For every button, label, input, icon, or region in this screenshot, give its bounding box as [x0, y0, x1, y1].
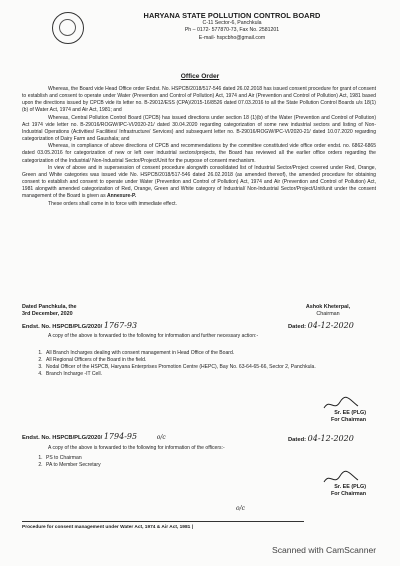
- dated-place: Dated Panchkula, the: [22, 304, 77, 310]
- endst-2-signature: [290, 484, 366, 498]
- dated-block: [22, 304, 77, 318]
- letterhead-address: C-11 Sector-6, Panchkula: [202, 19, 262, 26]
- annexure-ref: Annexure-P.: [107, 193, 137, 200]
- endst-2-number: 1794-95: [103, 432, 138, 441]
- list-item: 4. Branch Incharge -IT Cell.: [44, 371, 372, 378]
- list-item: 3. Nodal Officer of the HSPCB, Haryana Enterprises Promotion Centre (HEPC), Bay No. 63-64-65-66, Sector 2, Panchkula.: [44, 364, 372, 371]
- endst-2-recipients: [34, 455, 372, 469]
- board-seal-logo: [52, 12, 84, 44]
- endst-2-sig-line1: Sr. EE (PLG): [334, 484, 366, 490]
- paragraph-2: Whereas, Central Pollution Control Board (CPCB) has issued directions under section 18 (1)(b) of the Water (Prevention and Control of Pollution) Act 1974 vide letter no. B-29016/ROGW/IPC-VI/2020-21/ dated 30.04.2020 regarding categorization of some new industrial sectors and listing of Non-Industrial Operations (Activities/ Facilities/ Infrastructure/ Services) and subsequent letter no. B-29016/ROGW/IPC-VI/2020-21/ dated 10.07.2020 regarding categorization of Dairy Farm and Gaushala; and: [22, 114, 376, 143]
- paragraph-4: [22, 165, 376, 201]
- list-item: 2. All Regional Officers of the Board in the field.: [44, 357, 372, 364]
- list-item: 1. All Branch Incharges dealing with consent management in Head Office of the Board.: [44, 350, 372, 357]
- letterhead-phone: Ph – 0172- 577870-73, Fax No. 2581201: [184, 27, 280, 34]
- endst-1-dated-label: Dated:: [288, 324, 307, 330]
- endst-2-sig-line2: For Chairman: [330, 491, 366, 497]
- endst-1-intro-text: A copy of the above is forwarded to the following for information and further necessary action:-: [48, 333, 259, 339]
- scanner-watermark: Scanned with CamScanner: [272, 545, 377, 555]
- chairman-signature-block: [292, 304, 364, 318]
- paragraph-5: These orders shall come in to force with immediate effect.: [48, 200, 177, 207]
- endst-2-intro: [22, 445, 376, 452]
- endst-2-line: [22, 432, 166, 441]
- endst-2-label: Endst. No. HSPCB/PLG/2020/: [22, 435, 103, 441]
- letterhead: [102, 12, 362, 42]
- dated-date: 3rd December, 2020: [22, 311, 73, 318]
- letterhead-email: E-mail- hspcbho@gmail.com: [198, 34, 266, 41]
- paragraph-1: Whereas, the Board vide Head Office order Endst. No. HSPCB/2018/517-546 dated 26.02.2018 has issued consent procedure for grant of consent to establish and consent to operate under Water (Prevention and Control of Pollution) Act, 1974 and Air (Prevention and Control of Pollution) Act, 1981 based upon the directions issued by CPCB vide its letter no. B-29012/ESS (CPA)/2015-16/8526 dated 07.03.2016 to all the State Pollution Control Boards u/s 18(1)(b) of Water Act, 1974 and Air Act, 1981; and: [22, 86, 376, 114]
- endst-1-line: [22, 321, 137, 330]
- endst-1-sig-line1: Sr. EE (PLG): [334, 410, 366, 416]
- list-item: 1. PS to Chairman: [44, 455, 372, 462]
- endst-2-mark: o/c: [156, 434, 166, 441]
- list-item: 2. PA to Member Secretary: [44, 462, 372, 469]
- endst-2-date: 04-12-2020: [307, 434, 354, 443]
- endst-1-label: Endst. No. HSPCB/PLG/2020/: [22, 324, 103, 330]
- chairman-name: Ashok Kheterpal,: [305, 304, 351, 310]
- endst-1-date: 04-12-2020: [307, 321, 354, 330]
- endst-1-sig-line2: For Chairman: [330, 417, 366, 423]
- document-title: Office Order: [180, 73, 220, 80]
- endst-1-intro: [22, 333, 376, 340]
- endst-2-intro-text: A copy of the above is forwarded to the following for information of the officers:-: [48, 445, 225, 451]
- paragraph-4-text: In view of above and in supersession of consent procedure alongwith consolidated list of Industrial Sector/Project covered under Red, Orange, Green and White categories was issued vide No. HSPCB/2018/517-546 dated 26.02.2018 (as amended thereof), the amended procedure for obtaining consent to establish and consent to operate under Water (Prevention and Control of Pollution) Act, 1974 and Air (Prevention and Control of Pollution) Act, 1981 alongwith amended categorization of Red, Orange, Green and White category of Industrial/ Non-Industrial Sector/Project/Unit/unit under the consent management of the Board is given as: [22, 164, 376, 200]
- endst-2-mark-2: o/c: [236, 505, 245, 512]
- footer: Procedure for consent management under Water Act, 1974 & Air Act, 1981 |: [22, 521, 304, 530]
- endst-2-dated: [288, 434, 354, 443]
- endst-1-dated: [288, 321, 354, 330]
- endst-1-recipients: [34, 350, 372, 379]
- endst-2-dated-label: Dated:: [288, 437, 307, 443]
- endst-1-number: 1767-93: [103, 321, 138, 330]
- endst-1-signature: [290, 410, 366, 424]
- paragraph-3: Whereas, in compliance of above directions of CPCB and recommendations by the committee constituted vide office order endst. no. 6862-6865 dated 03.05.2016 for categorization of new or left over industrial sectors/projects, the Board has reviewed all the earlier office orders regarding the categorization of the Industrial/ Non-Industrial Sector/Project/Unit for the purpose of consent mechanism.: [22, 143, 376, 164]
- order-body: [22, 86, 376, 208]
- chairman-role: Chairman: [316, 311, 340, 318]
- letterhead-org: HARYANA STATE POLLUTION CONTROL BOARD: [143, 11, 321, 20]
